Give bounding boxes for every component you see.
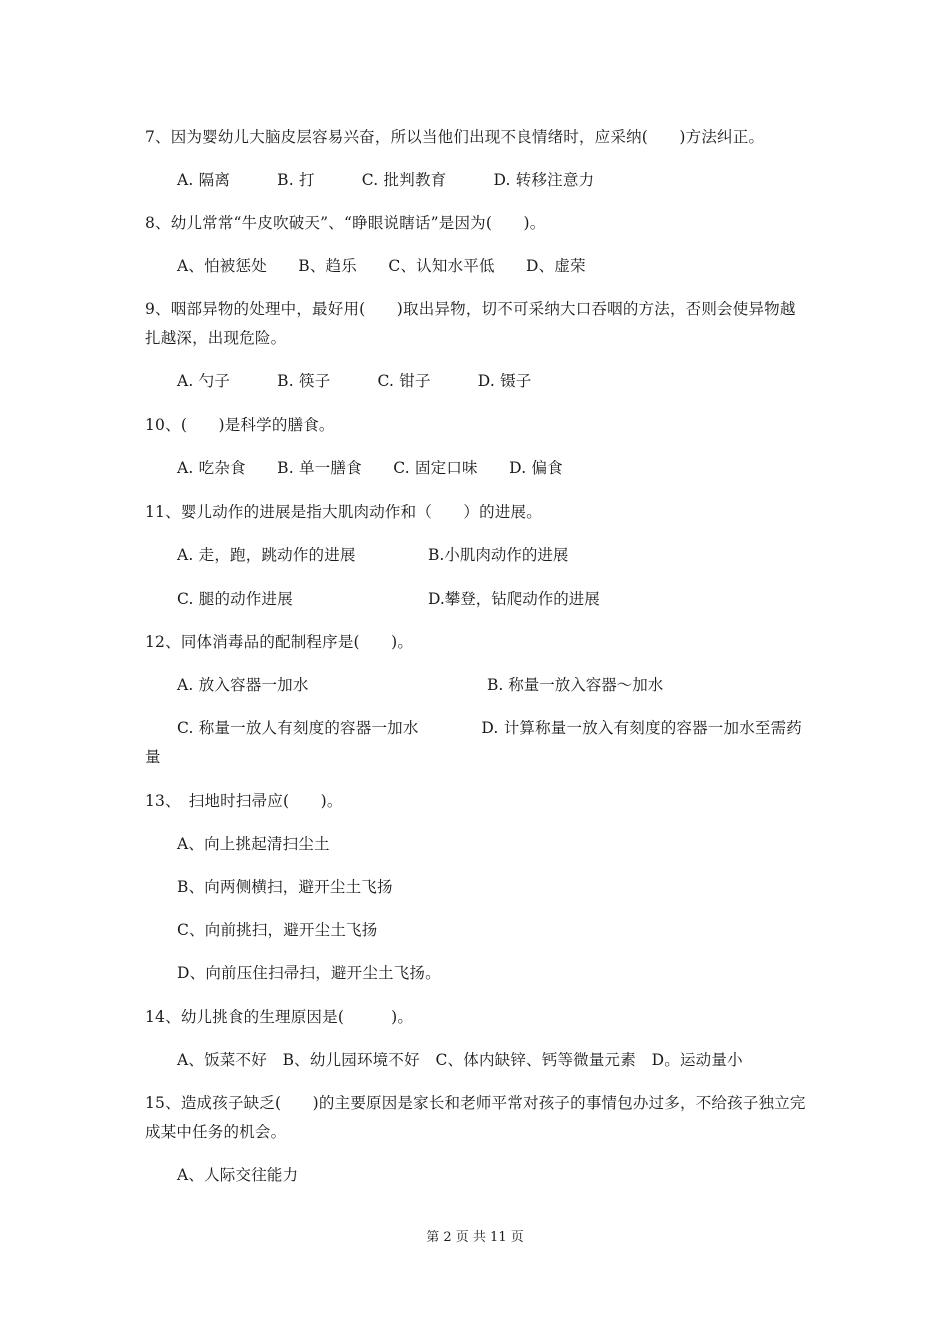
question-15: 15、造成孩子缺乏( )的主要原因是家长和老师平常对孩子的事情包办过多，不给孩子独立完成某中任务的机会。 [145,1094,806,1141]
question-11-option-a: A. 走，跑，跳动作的进展 [177,546,356,564]
question-11-option-c: C. 腿的动作进展 [177,590,293,608]
question-10-options: A. 吃杂食 B. 单一膳食 C. 固定口味 D. 偏食 [177,459,563,477]
question-11-option-b: B.小肌肉动作的进展 [428,546,569,564]
question-8-options: A、怕被惩处 B、趋乐 C、认知水平低 D、虚荣 [177,257,586,275]
question-13-option-c: C、向前挑扫，避开尘土飞扬 [177,921,378,939]
question-9: 9、咽部异物的处理中，最好用( )取出异物，切不可采纳大口吞咽的方法，否则会使异物越扎越深，出现危险。 [145,300,796,347]
question-12: 12、同体消毒品的配制程序是( )。 [145,633,414,651]
question-14: 14、幼儿挑食的生理原因是( )。 [145,1008,414,1026]
question-13-option-a: A、向上挑起清扫尘土 [177,835,330,853]
question-13-option-d: D、向前压住扫帚扫，避开尘土飞扬。 [177,964,441,982]
question-11: 11、婴儿动作的进展是指大肌肉动作和（ ）的进展。 [145,503,542,521]
question-14-options: A、饭菜不好 B、幼儿园环境不好 C、体内缺锌、钙等微量元素 D。运动量小 [177,1051,743,1069]
question-13: 13、 扫地时扫帚应( )。 [145,792,343,810]
question-8: 8、幼儿常常“牛皮吹破天”、“睁眼说瞎话”是因为( )。 [145,214,546,232]
question-7: 7、因为婴幼儿大脑皮层容易兴奋，所以当他们出现不良情绪时，应采纳( )方法纠正。 [145,128,765,146]
question-15-option-a: A、人际交往能力 [177,1166,299,1184]
question-11-option-d: D.攀登，钻爬动作的进展 [428,590,600,608]
question-12-option-b: B. 称量一放入容器～加水 [487,676,664,694]
question-10: 10、( )是科学的膳食。 [145,416,335,434]
question-12-option-a: A. 放入容器一加水 [177,676,309,694]
question-9-options: A. 勺子 B. 筷子 C. 钳子 D. 镊子 [177,372,532,390]
page-number-footer: 第 2 页 共 11 页 [426,1230,524,1245]
question-12-option-cd: C. 称量一放人有刻度的容器一加水 D. 计算称量一放入有刻度的容器一加水至需药量 [145,719,802,766]
question-7-options: A. 隔离 B. 打 C. 批判教育 D. 转移注意力 [177,171,595,189]
question-13-option-b: B、向两侧横扫，避开尘土飞扬 [177,878,393,896]
